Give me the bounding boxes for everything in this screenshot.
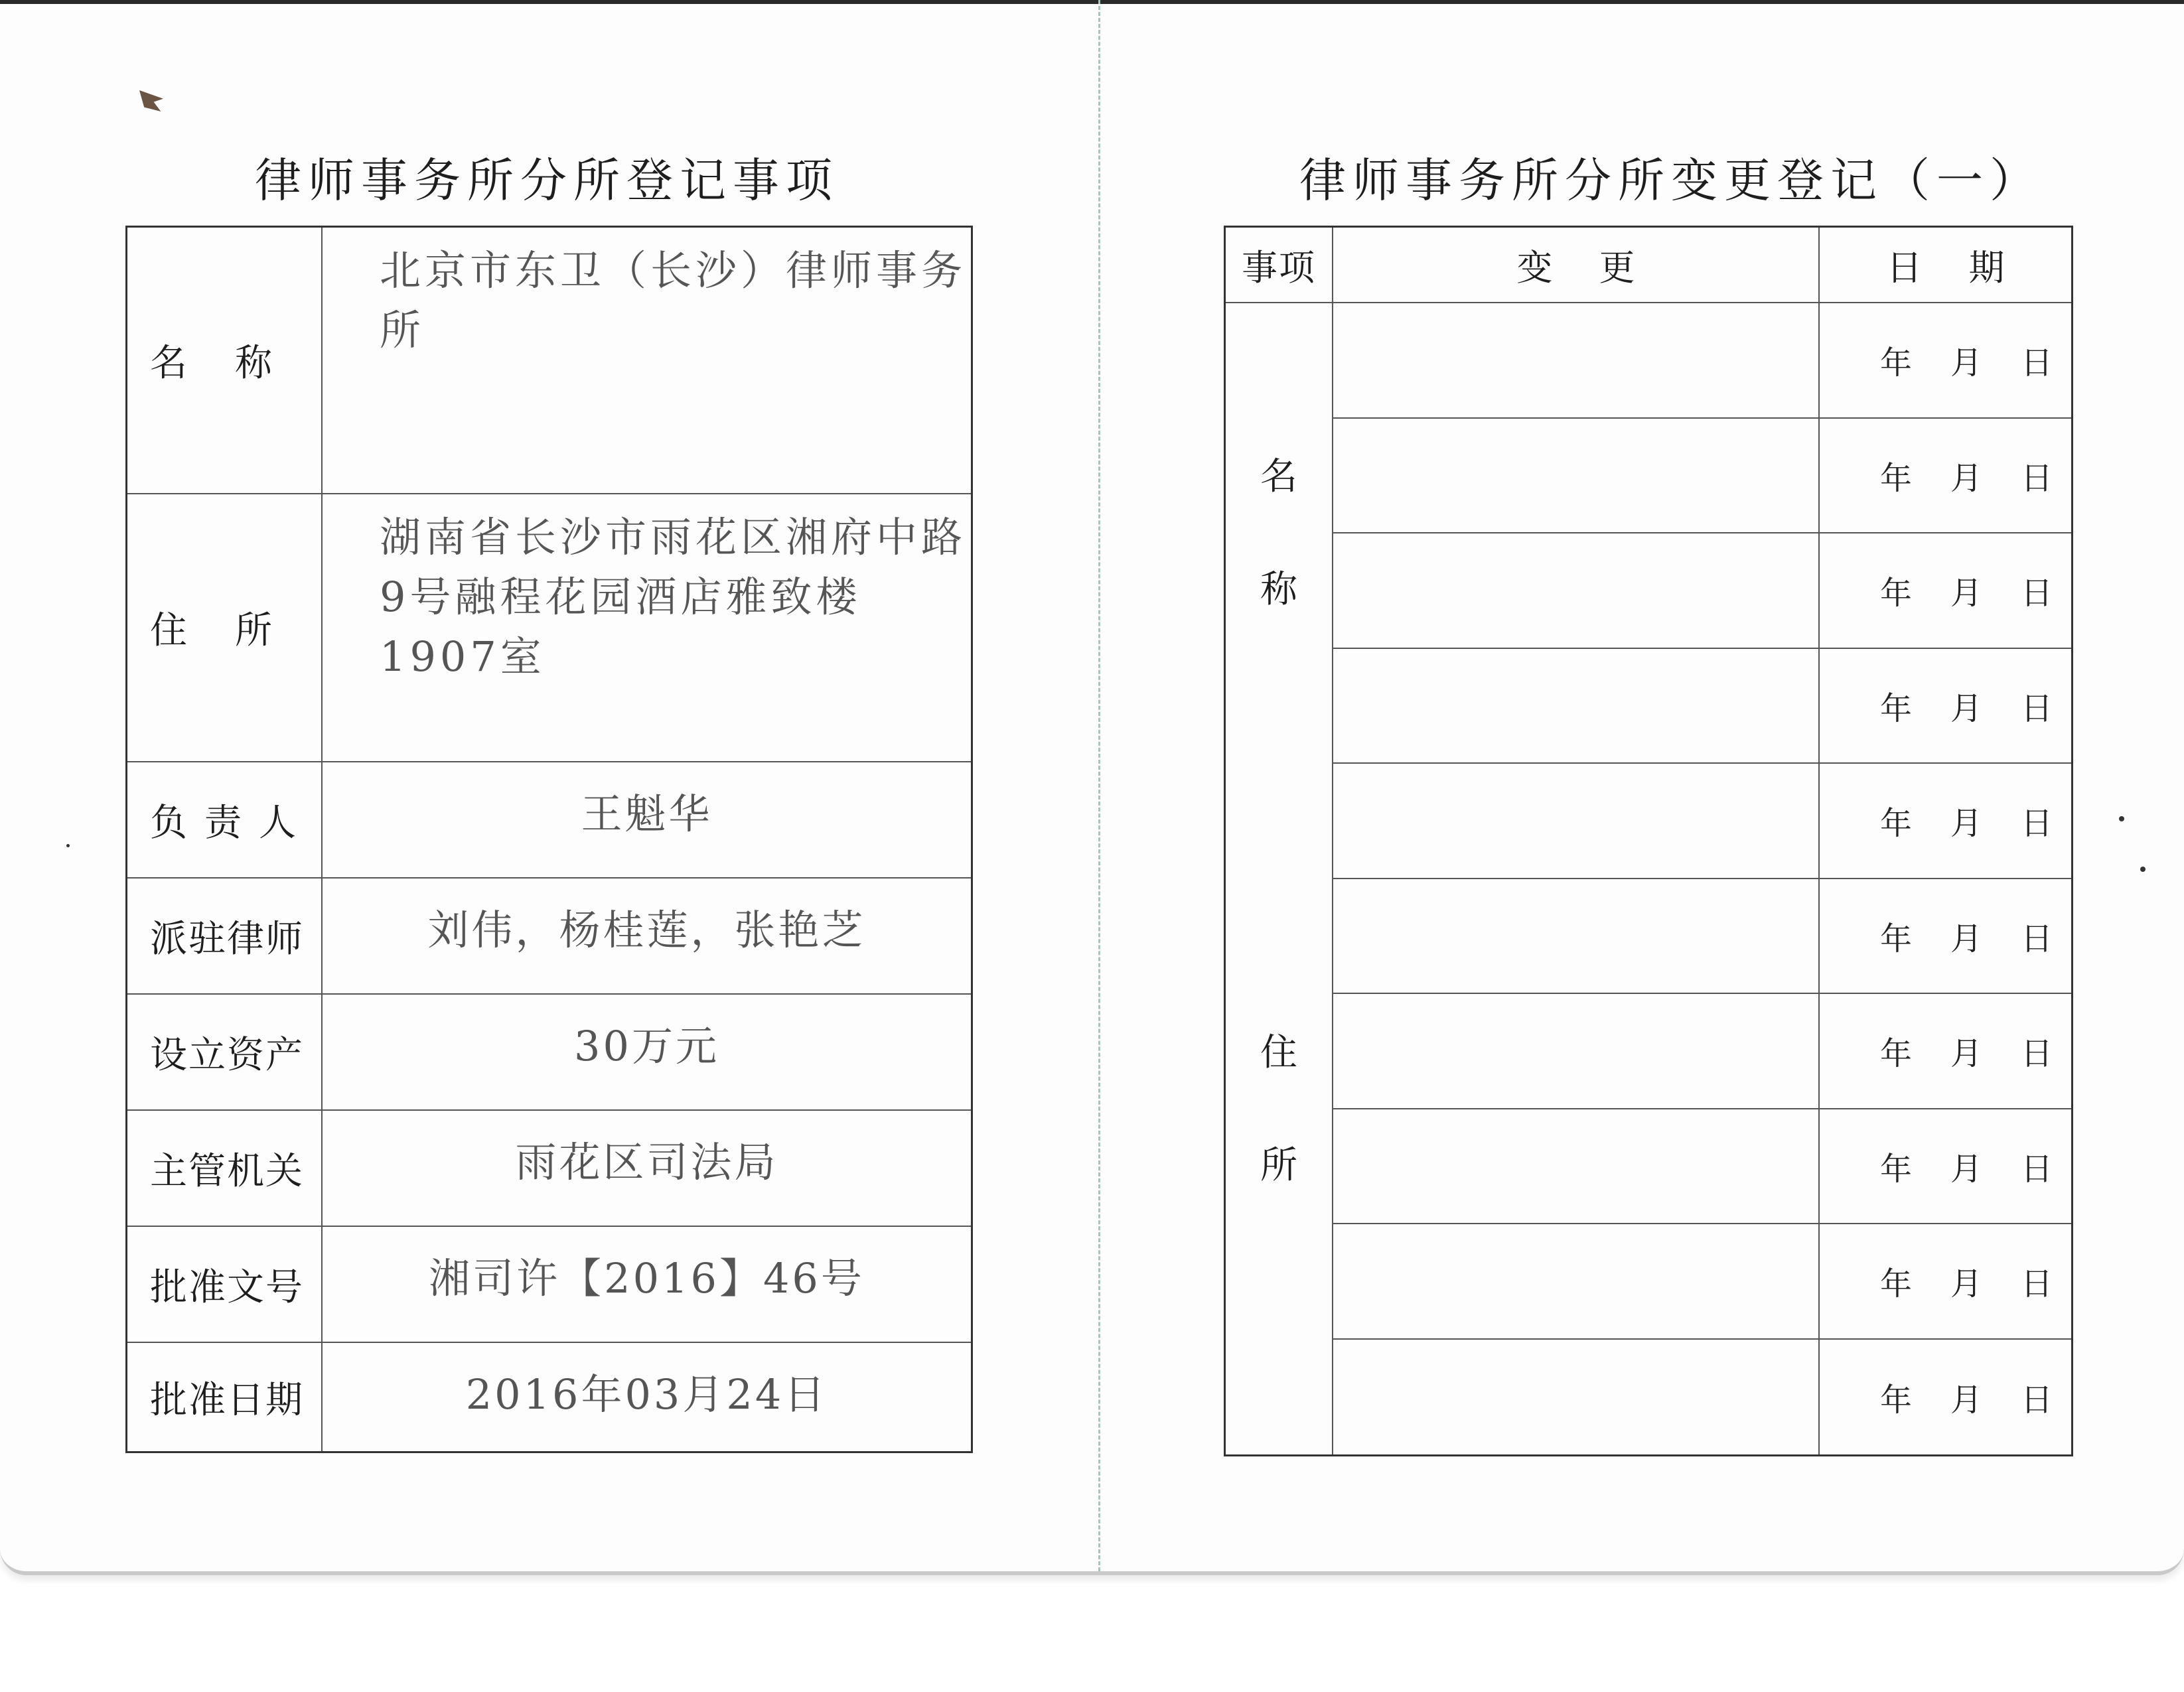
- date-day: 日: [2020, 1150, 2053, 1188]
- change-cell: [1333, 1340, 1820, 1455]
- group-name: [1226, 303, 2071, 764]
- date-year: 年: [1879, 920, 1912, 957]
- row-lawyers: [127, 879, 971, 995]
- row-principal: [127, 762, 971, 879]
- row-authority: [127, 1111, 971, 1227]
- header-item: 事项: [1226, 228, 1333, 302]
- date-month: 月: [1950, 920, 1982, 957]
- date-day: 日: [2020, 459, 2053, 497]
- date-year: 年: [1879, 1035, 1912, 1073]
- date-year: 年: [1879, 1150, 1912, 1188]
- registration-table: [125, 226, 973, 1453]
- change-registration-table: [1224, 226, 2073, 1456]
- row-assets: [127, 995, 971, 1111]
- group-label-char: 所: [1260, 1143, 1297, 1187]
- row-value: 湘司许【2016】46号: [429, 1254, 865, 1303]
- date-year: 年: [1879, 1265, 1912, 1303]
- date-day: 日: [2020, 805, 2053, 843]
- date-year: 年: [1879, 1381, 1912, 1419]
- row-value: 雨花区司法局: [515, 1138, 778, 1186]
- row-value: 湖南省长沙市雨花区湘府中路9号融程花园酒店雅致楼1907室: [380, 513, 967, 681]
- date-month: 月: [1950, 1265, 1982, 1303]
- change-row: [1333, 533, 2071, 649]
- date-cell: [1820, 879, 2071, 993]
- change-row: [1333, 303, 2071, 419]
- group-label-char: 称: [1260, 568, 1297, 611]
- change-cell: [1333, 649, 1820, 763]
- row-value: 刘伟，杨桂莲，张艳芝: [427, 906, 866, 954]
- row-label: 设立资产: [127, 995, 323, 1109]
- date-month: 月: [1950, 689, 1982, 727]
- row-label: 名称: [127, 228, 323, 493]
- change-row: [1333, 764, 2071, 879]
- date-day: 日: [2020, 1265, 2053, 1303]
- group-label-char: 名: [1260, 455, 1297, 498]
- date-cell: [1820, 764, 2071, 878]
- date-cell: [1820, 994, 2071, 1108]
- row-label: 负责人: [127, 762, 323, 877]
- row-approval-date: [127, 1343, 971, 1451]
- change-cell: [1333, 303, 1820, 417]
- date-day: 日: [2020, 920, 2053, 957]
- date-year: 年: [1879, 805, 1912, 843]
- row-label: 住所: [127, 494, 323, 761]
- date-month: 月: [1950, 459, 1982, 497]
- date-month: 月: [1950, 575, 1982, 612]
- row-label: 批准文号: [127, 1227, 323, 1342]
- date-year: 年: [1879, 575, 1912, 612]
- date-year: 年: [1879, 689, 1912, 727]
- left-page-title: 律师事务所分所登记事项: [255, 153, 839, 208]
- date-day: 日: [2020, 575, 2053, 612]
- date-cell: [1820, 533, 2071, 648]
- row-approval-no: [127, 1227, 971, 1343]
- change-cell: [1333, 879, 1820, 993]
- row-label: 批准日期: [127, 1343, 323, 1451]
- right-page-title: 律师事务所分所变更登记（一）: [1299, 153, 2043, 208]
- date-cell: [1820, 1340, 2071, 1455]
- group-address: [1226, 764, 2071, 1454]
- change-cell: [1333, 419, 1820, 533]
- speck: [2140, 867, 2146, 872]
- row-value: 北京市东卫（长沙）律师事务所: [380, 246, 967, 354]
- change-row: [1333, 1224, 2071, 1340]
- ink-mark: [139, 90, 163, 111]
- date-day: 日: [2020, 1035, 2053, 1073]
- row-label: 主管机关: [127, 1111, 323, 1226]
- speck: [2119, 816, 2124, 821]
- change-cell: [1333, 1224, 1820, 1338]
- row-name: [127, 228, 971, 494]
- date-cell: [1820, 419, 2071, 533]
- row-value: 30万元: [574, 1022, 719, 1070]
- date-month: 月: [1950, 1150, 1982, 1188]
- date-day: 日: [2020, 1381, 2053, 1419]
- group-label-char: 住: [1260, 1030, 1297, 1074]
- top-edge: [0, 0, 2184, 4]
- date-month: 月: [1950, 805, 1982, 843]
- change-cell: [1333, 533, 1820, 648]
- change-row: [1333, 649, 2071, 764]
- group-label: [1226, 764, 1333, 1454]
- change-row: [1333, 419, 2071, 534]
- date-cell: [1820, 1224, 2071, 1338]
- row-address: [127, 494, 971, 762]
- change-row: [1333, 1340, 2071, 1455]
- date-year: 年: [1879, 344, 1912, 382]
- date-month: 月: [1950, 1035, 1982, 1073]
- date-year: 年: [1879, 459, 1912, 497]
- change-row: [1333, 1109, 2071, 1225]
- booklet-spine: [1098, 0, 1100, 1571]
- date-day: 日: [2020, 689, 2053, 727]
- header-date: 日期: [1886, 246, 2051, 289]
- row-value: 王魁华: [581, 790, 713, 838]
- change-cell: [1333, 994, 1820, 1108]
- date-month: 月: [1950, 1381, 1982, 1419]
- table-header: [1226, 228, 2071, 303]
- date-day: 日: [2020, 344, 2053, 382]
- change-cell: [1333, 1109, 1820, 1224]
- change-row: [1333, 994, 2071, 1109]
- row-label: 派驻律师: [127, 879, 323, 993]
- date-cell: [1820, 649, 2071, 763]
- speck: [66, 844, 70, 847]
- row-value: 2016年03月24日: [465, 1370, 828, 1419]
- date-cell: [1820, 1109, 2071, 1224]
- change-cell: [1333, 764, 1820, 878]
- date-month: 月: [1950, 344, 1982, 382]
- change-row: [1333, 879, 2071, 995]
- date-cell: [1820, 303, 2071, 417]
- header-change: 变更: [1333, 228, 1820, 302]
- group-label: [1226, 303, 1333, 764]
